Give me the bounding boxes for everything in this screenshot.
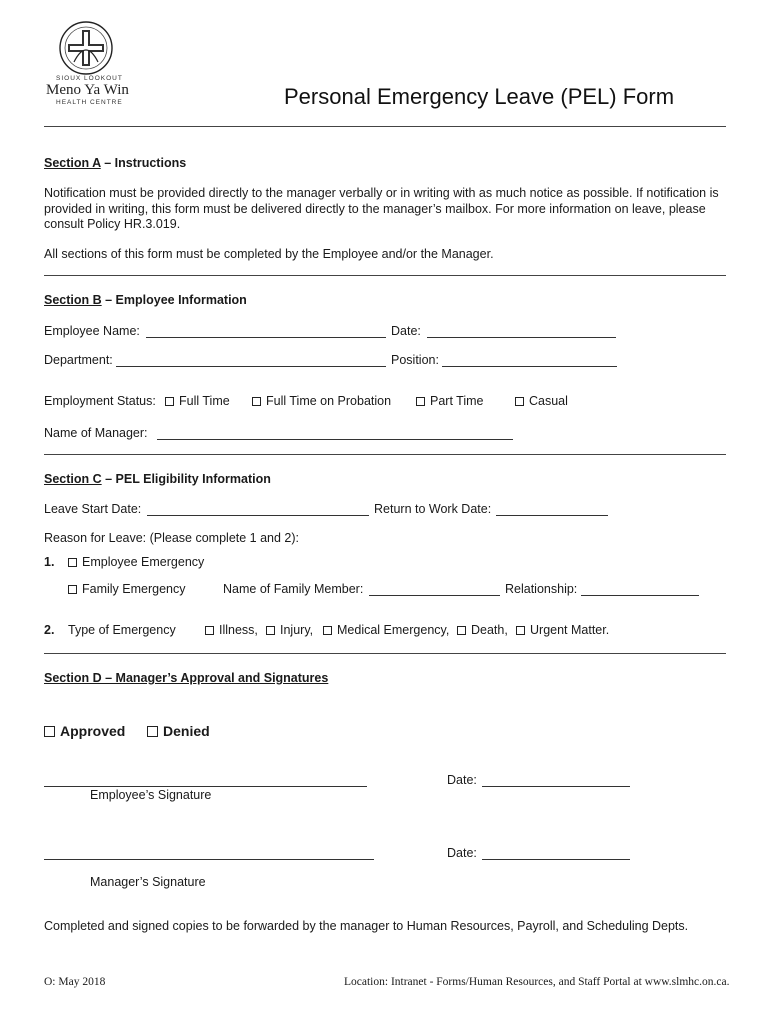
checkbox-icon[interactable] bbox=[416, 397, 425, 406]
checkbox-icon[interactable] bbox=[323, 626, 332, 635]
section-c-divider bbox=[44, 653, 726, 654]
leave-start-field[interactable] bbox=[147, 515, 369, 516]
item-number-2: 2. bbox=[44, 623, 55, 637]
checkbox-icon[interactable] bbox=[205, 626, 214, 635]
checkbox-icon[interactable] bbox=[44, 726, 55, 737]
manager-signature-label: Manager’s Signature bbox=[90, 875, 206, 889]
checkbox-icon[interactable] bbox=[515, 397, 524, 406]
checkbox-icon[interactable] bbox=[68, 558, 77, 567]
type-urgent-matter[interactable]: Urgent Matter. bbox=[516, 623, 609, 637]
employee-signature-field[interactable] bbox=[44, 786, 367, 787]
employee-signature-label: Employee’s Signature bbox=[90, 788, 212, 802]
logo-emblem-icon bbox=[44, 18, 154, 78]
employee-emergency-option[interactable]: Employee Emergency bbox=[68, 555, 204, 569]
family-emergency-option[interactable]: Family Emergency bbox=[68, 582, 186, 596]
return-date-field[interactable] bbox=[496, 515, 608, 516]
section-c-heading: Section C – PEL Eligibility Information bbox=[44, 472, 271, 486]
position-field[interactable] bbox=[442, 366, 617, 367]
position-label: Position: bbox=[391, 353, 439, 367]
logo-org-name: Meno Ya Win bbox=[46, 82, 129, 98]
item-number-1: 1. bbox=[44, 555, 55, 569]
checkbox-icon[interactable] bbox=[68, 585, 77, 594]
department-field[interactable] bbox=[116, 366, 386, 367]
status-casual[interactable]: Casual bbox=[515, 394, 568, 408]
family-member-field[interactable] bbox=[369, 595, 500, 596]
section-d-heading: Section D – Manager’s Approval and Signatures bbox=[44, 671, 329, 685]
checkbox-icon[interactable] bbox=[147, 726, 158, 737]
location-text: Location: Intranet - Forms/Human Resources, and Staff Portal at www.slmhc.on.ca. bbox=[344, 976, 730, 988]
manager-name-field[interactable] bbox=[157, 439, 513, 440]
page-title: Personal Emergency Leave (PEL) Form bbox=[284, 84, 675, 109]
forwarding-note: Completed and signed copies to be forwarded by the manager to Human Resources, Payroll, and Scheduling Depts. bbox=[44, 919, 689, 933]
type-of-emergency-label: Type of Emergency bbox=[68, 623, 176, 637]
approved-option[interactable]: Approved bbox=[44, 723, 125, 739]
date-label: Date: bbox=[391, 324, 421, 338]
date-field[interactable] bbox=[427, 337, 616, 338]
relationship-label: Relationship: bbox=[505, 582, 578, 596]
denied-option[interactable]: Denied bbox=[147, 723, 210, 739]
family-member-label: Name of Family Member: bbox=[223, 582, 364, 596]
logo-small-bottom: HEALTH CENTRE bbox=[56, 99, 123, 106]
status-full-time-probation[interactable]: Full Time on Probation bbox=[252, 394, 391, 408]
logo bbox=[44, 18, 154, 108]
checkbox-icon[interactable] bbox=[516, 626, 525, 635]
checkbox-icon[interactable] bbox=[165, 397, 174, 406]
logo-small-top: SIOUX LOOKOUT bbox=[56, 75, 123, 82]
type-injury[interactable]: Injury, bbox=[266, 623, 313, 637]
department-label: Department: bbox=[44, 353, 113, 367]
type-medical-emergency[interactable]: Medical Emergency, bbox=[323, 623, 449, 637]
section-a-heading: Section A – Instructions bbox=[44, 156, 187, 170]
manager-signature-field[interactable] bbox=[44, 859, 374, 860]
manager-name-label: Name of Manager: bbox=[44, 426, 148, 440]
checkbox-icon[interactable] bbox=[252, 397, 261, 406]
status-full-time[interactable]: Full Time bbox=[165, 394, 230, 408]
section-a-divider bbox=[44, 275, 726, 276]
manager-sign-date-field[interactable] bbox=[482, 859, 630, 860]
title-divider bbox=[44, 126, 726, 127]
relationship-field[interactable] bbox=[581, 595, 699, 596]
version-text: O: May 2018 bbox=[44, 976, 106, 988]
section-b-heading: Section B – Employee Information bbox=[44, 293, 247, 307]
leave-start-label: Leave Start Date: bbox=[44, 502, 142, 516]
employee-name-field[interactable] bbox=[146, 337, 386, 338]
employee-sign-date-field[interactable] bbox=[482, 786, 630, 787]
checkbox-icon[interactable] bbox=[266, 626, 275, 635]
section-a-note: All sections of this form must be completed by the Employee and/or the Manager. bbox=[44, 247, 494, 261]
employment-status-label: Employment Status: bbox=[44, 394, 156, 408]
manager-sign-date-label: Date: bbox=[447, 846, 477, 860]
type-death[interactable]: Death, bbox=[457, 623, 508, 637]
reason-label: Reason for Leave: (Please complete 1 and 2): bbox=[44, 531, 300, 545]
employee-name-label: Employee Name: bbox=[44, 324, 140, 338]
employee-sign-date-label: Date: bbox=[447, 773, 477, 787]
return-date-label: Return to Work Date: bbox=[374, 502, 492, 516]
status-part-time[interactable]: Part Time bbox=[416, 394, 484, 408]
type-illness[interactable]: Illness, bbox=[205, 623, 258, 637]
section-b-divider bbox=[44, 454, 726, 455]
section-a-instructions: Notification must be provided directly to the manager verbally or in writing with as much notice as possible. If notification is provided in writing, this form must be delivered directly to the manager’s mailbox. For more information on leave, please consult Policy HR.3.019. bbox=[44, 186, 719, 231]
checkbox-icon[interactable] bbox=[457, 626, 466, 635]
